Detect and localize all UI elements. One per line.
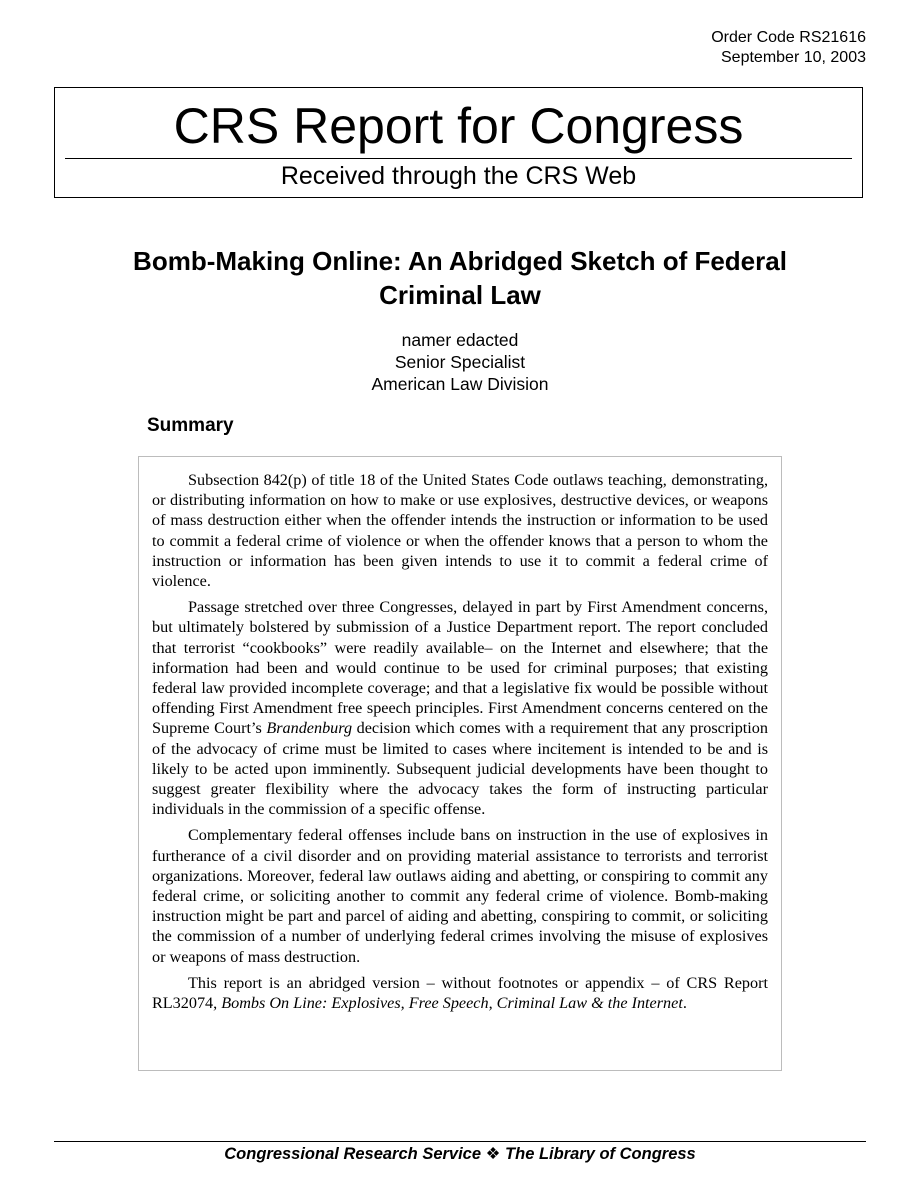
- summary-paragraph-2: [152, 597, 768, 819]
- author-position: Senior Specialist: [394, 352, 526, 372]
- report-header-box: [54, 87, 863, 198]
- report-header-title: CRS Report for Congress: [173, 98, 744, 154]
- diamond-separator-icon: ❖: [485, 1145, 501, 1163]
- footer-crs: Congressional Research Service: [224, 1145, 482, 1163]
- summary-paragraph-4: [152, 973, 768, 1013]
- summary-p2-text-a: Passage stretched over three Congresses, delayed in part by First Amendment concerns, but ultimately bolstered by submission of a Justice Department report. The report concluded that terrorist “cookbooks” were readily available– on the Internet and elsewhere; that the information had been and would continue to be used for criminal purposes; that existing federal law provided incomplete coverage; and that a legislative fix would be possible without offending First Amendment free speech principles. First Amendment concerns centered on the Supreme Court’s: [152, 598, 768, 738]
- author-division: American Law Division: [371, 374, 549, 394]
- summary-paragraph-1: Subsection 842(p) of title 18 of the United States Code outlaws teaching, demonstrating, or distributing information on how to make or use explosives, destructive devices, or weapons of mass destruction either when the offender intends the instruction or information to be used to commit a federal crime of violence or when the offender knows that a person to whom the instruction or information has been given intends to use it to commit a federal crime of violence.: [152, 471, 768, 591]
- document-title: Bomb-Making Online: An Abridged Sketch of Federal Criminal Law: [133, 246, 787, 310]
- summary-box: [138, 456, 782, 1071]
- summary-paragraph-3: Complementary federal offenses include bans on instruction in the use of explosives in furtherance of a civil disorder and on providing material assistance to terrorists and terrorist organizations. Moreover, federal law outlaws aiding and abetting, or conspiring to commit any federal crime, or soliciting another to commit any federal crime of violence. Bomb-making instruction might be part and parcel of aiding and abetting, conspiring to commit, or soliciting the commission of a number of underlying federal crimes involving the misuse of explosives or weapons of mass destruction.: [152, 826, 768, 966]
- summary-p2-text-b: decision which comes with a requirement that any proscription of the advocacy of crime must be limited to cases where incitement is intended to be and is likely to be acted upon imminently. Subsequent judicial developments have been thought to suggest greater flexibility where the advocacy takes the form of instructing particular individuals in the commission of a specific offense.: [152, 719, 768, 819]
- summary-heading: Summary: [147, 415, 234, 436]
- report-header-subtitle: Received through the CRS Web: [280, 162, 637, 190]
- summary-p4-report-title: Bombs On Line: Explosives, Free Speech, Criminal Law & the Internet: [221, 994, 683, 1013]
- footer-divider: [54, 1141, 866, 1142]
- order-code: Order Code RS21616: [711, 29, 866, 46]
- summary-p4-text-b: .: [682, 994, 687, 1013]
- order-date: September 10, 2003: [721, 49, 866, 66]
- header-divider: [65, 158, 852, 159]
- summary-p2-case-name: Brandenburg: [266, 719, 353, 738]
- footer: [0, 1143, 920, 1165]
- order-code-block: [711, 28, 866, 68]
- footer-library: The Library of Congress: [505, 1145, 696, 1163]
- author-block: [260, 329, 660, 395]
- author-name: namer edacted: [401, 330, 519, 350]
- summary-p4-text-a: This report is an abridged version – without footnotes or appendix – of CRS Report RL32074,: [152, 973, 768, 1013]
